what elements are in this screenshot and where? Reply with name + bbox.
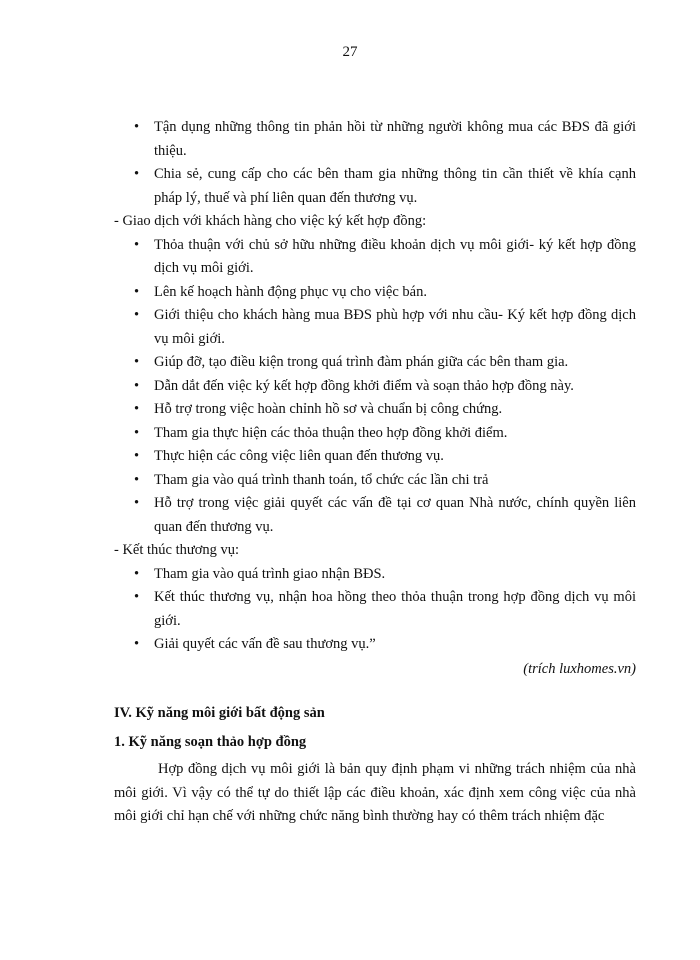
body-paragraph: Hợp đồng dịch vụ môi giới là bản quy định phạm vi những trách nhiệm của nhà môi giới. Vì vậy có thể tự do thiết lập các điều khoản, xác định xem công việc của nhà môi giới chỉ hạn chế với những chức năng bình thường hay có thêm trách nhiệm đặc (114, 761, 636, 824)
document-body (114, 116, 636, 829)
page-number: 27 (342, 44, 358, 60)
list-item: • Hỗ trợ trong việc giải quyết các vấn đề tại cơ quan Nhà nước, chính quyền liên quan đến thương vụ. (154, 492, 636, 539)
list-item: • Lên kế hoạch hành động phục vụ cho việc bán. (154, 281, 636, 305)
closing-heading: - Kết thúc thương vụ: (114, 542, 240, 558)
list-item: • Thực hiện các công việc liên quan đến thương vụ. (154, 445, 636, 469)
list-item: • Tham gia vào quá trình giao nhận BĐS. (154, 563, 636, 587)
list-item: • Tận dụng những thông tin phản hồi từ những người không mua các BĐS đã giới thiệu. (154, 116, 636, 163)
citation: (trích luxhomes.vn) (523, 660, 636, 677)
list-item: • Chia sẻ, cung cấp cho các bên tham gia những thông tin cần thiết về khía cạnh pháp lý, thuế và phí liên quan đến thương vụ. (154, 163, 636, 210)
list-item: • Tham gia thực hiện các thỏa thuận theo hợp đồng khởi điểm. (154, 422, 636, 446)
list-item: • Giải quyết các vấn đề sau thương vụ.” (154, 633, 636, 657)
transaction-bullet-list (114, 234, 636, 540)
list-item: • Hỗ trợ trong việc hoàn chỉnh hồ sơ và chuẩn bị công chứng. (154, 398, 636, 422)
section-iv-title: IV. Kỹ năng môi giới bất động sản (114, 705, 325, 721)
subsection-1-title: 1. Kỹ năng soạn thảo hợp đồng (114, 734, 307, 750)
list-item: • Thỏa thuận với chủ sở hữu những điều khoản dịch vụ môi giới- ký kết hợp đồng dịch vụ môi giới. (154, 234, 636, 281)
list-item: • Kết thúc thương vụ, nhận hoa hồng theo thỏa thuận trong hợp đồng dịch vụ môi giới. (154, 586, 636, 633)
list-item: • Tham gia vào quá trình thanh toán, tổ chức các lần chi trả (154, 469, 636, 493)
list-item: • Giới thiệu cho khách hàng mua BĐS phù hợp với nhu cầu- Ký kết hợp đồng dịch vụ môi giới. (154, 304, 636, 351)
list-item: • Dẫn dắt đến việc ký kết hợp đồng khởi điểm và soạn thảo hợp đồng này. (154, 375, 636, 399)
transaction-heading: - Giao dịch với khách hàng cho việc ký kết hợp đồng: (114, 213, 427, 229)
closing-bullet-list (114, 563, 636, 657)
list-item: • Giúp đỡ, tạo điều kiện trong quá trình đàm phán giữa các bên tham gia. (154, 351, 636, 375)
intro-bullet-list (114, 116, 636, 210)
